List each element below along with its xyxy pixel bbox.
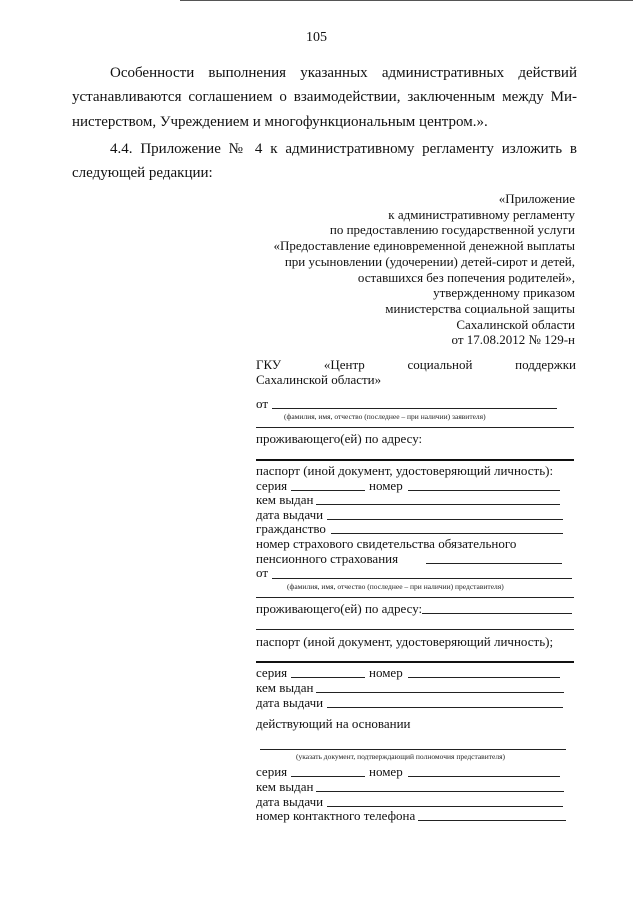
- appendix-line: «Приложение: [498, 191, 575, 206]
- rep-issued-by-field[interactable]: [316, 692, 564, 693]
- paragraph1-line2: устанавливаются соглашением о взаимодействии, заключенным между Ми-: [72, 89, 577, 105]
- authority-document-field[interactable]: [260, 749, 566, 750]
- issue-date-field[interactable]: [327, 519, 563, 520]
- appendix-line: к административному регламенту: [388, 206, 575, 222]
- issue-date-label: дата выдачи: [256, 507, 324, 522]
- representative-name-field[interactable]: [272, 578, 572, 579]
- rep-number-field[interactable]: [408, 677, 560, 678]
- issued-by-field[interactable]: [316, 504, 560, 505]
- insurance-line2: пенсионного страхования: [256, 551, 399, 566]
- rep-address-field[interactable]: [422, 613, 572, 614]
- auth-issue-date-field[interactable]: [327, 806, 563, 807]
- auth-number-field[interactable]: [408, 776, 560, 777]
- auth-number-label: номер: [369, 764, 403, 779]
- insurance-number-field[interactable]: [426, 563, 562, 564]
- rep-issue-date-label: дата выдачи: [256, 695, 324, 710]
- insurance-line1: номер страхового свидетельства обязательного: [256, 536, 517, 551]
- appendix-line: министерства социальной защиты: [385, 300, 575, 316]
- auth-issued-by-field[interactable]: [316, 791, 564, 792]
- recipient-word: социальной: [407, 357, 473, 372]
- auth-issued-by-label: кем выдан: [256, 779, 314, 794]
- applicant-hint: (фамилия, имя, отчество (последнее – при наличии) заявителя): [284, 412, 486, 421]
- applicant-name-field[interactable]: [272, 408, 557, 409]
- appendix-line: Сахалинской области: [456, 316, 575, 332]
- representative-hint: (фамилия, имя, отчество (последнее – при наличии) представителя): [287, 582, 504, 591]
- series-label: серия: [256, 478, 288, 493]
- rep-series-field[interactable]: [291, 677, 365, 678]
- acting-label: действующий на основании: [256, 716, 411, 731]
- rep-residing-label: проживающего(ей) по адресу:: [256, 601, 423, 616]
- appendix-line: «Предоставление единовременной денежной выплаты: [273, 238, 575, 254]
- recipient-word: поддержки: [515, 357, 576, 372]
- auth-issue-date-label: дата выдачи: [256, 794, 324, 809]
- rep-passport-field[interactable]: [256, 661, 574, 663]
- paragraph1-line3: нистерством, Учреждением и многофункциональным центром.».: [72, 114, 488, 130]
- phone-field[interactable]: [418, 820, 566, 821]
- passport-label: паспорт (иной документ, удостоверяющий личность):: [256, 463, 554, 478]
- appendix-line: по предоставлению государственной услуги: [329, 222, 575, 238]
- citizenship-field[interactable]: [331, 533, 563, 534]
- recipient-word: ГКУ: [256, 357, 282, 372]
- rep-series-label: серия: [256, 665, 288, 680]
- recipient-line2: Сахалинской области»: [256, 372, 382, 387]
- appendix-line: при усыновлении (удочерении) детей-сирот и детей,: [284, 253, 575, 269]
- rep-issued-by-label: кем выдан: [256, 680, 314, 695]
- series-field[interactable]: [291, 490, 365, 491]
- rep-issue-date-field[interactable]: [327, 707, 563, 708]
- authority-hint: (указать документ, подтверждающий полномочия представителя): [296, 752, 506, 761]
- paragraph1-line1: Особенности выполнения указанных административных действий: [110, 65, 577, 81]
- residing-label: проживающего(ей) по адресу:: [256, 431, 423, 446]
- from-label: от: [256, 396, 269, 411]
- number-label: номер: [369, 478, 403, 493]
- auth-series-label: серия: [256, 764, 288, 779]
- rep-number-label: номер: [369, 665, 403, 680]
- representative-name-field-2[interactable]: [256, 597, 574, 598]
- paragraph2-line2: следующей редакции:: [72, 165, 213, 181]
- appendix-line: утвержденному приказом: [433, 285, 575, 301]
- issued-by-label: кем выдан: [256, 492, 314, 507]
- appendix-line: от 17.08.2012 № 129-н: [451, 332, 575, 348]
- phone-label: номер контактного телефона: [256, 808, 416, 823]
- paragraph2-line1: 4.4. Приложение № 4 к административному регламенту изложить в: [110, 141, 577, 157]
- applicant-name-field-2[interactable]: [256, 427, 574, 428]
- citizenship-label: гражданство: [256, 521, 326, 536]
- rep-from-label: от: [256, 565, 269, 580]
- applicant-address-field[interactable]: [256, 459, 574, 461]
- rep-passport-label: паспорт (иной документ, удостоверяющий личность);: [256, 634, 554, 649]
- rep-address-field-2[interactable]: [256, 629, 574, 630]
- recipient-block: [256, 357, 576, 387]
- recipient-word: «Центр: [323, 357, 365, 372]
- appendix-header: [273, 191, 575, 348]
- appendix-line: оставшихся без попечения родителей»,: [357, 269, 575, 285]
- page-number: 105: [306, 30, 327, 45]
- scan-top-edge: [180, 0, 633, 1]
- auth-series-field[interactable]: [291, 776, 365, 777]
- number-field[interactable]: [408, 490, 560, 491]
